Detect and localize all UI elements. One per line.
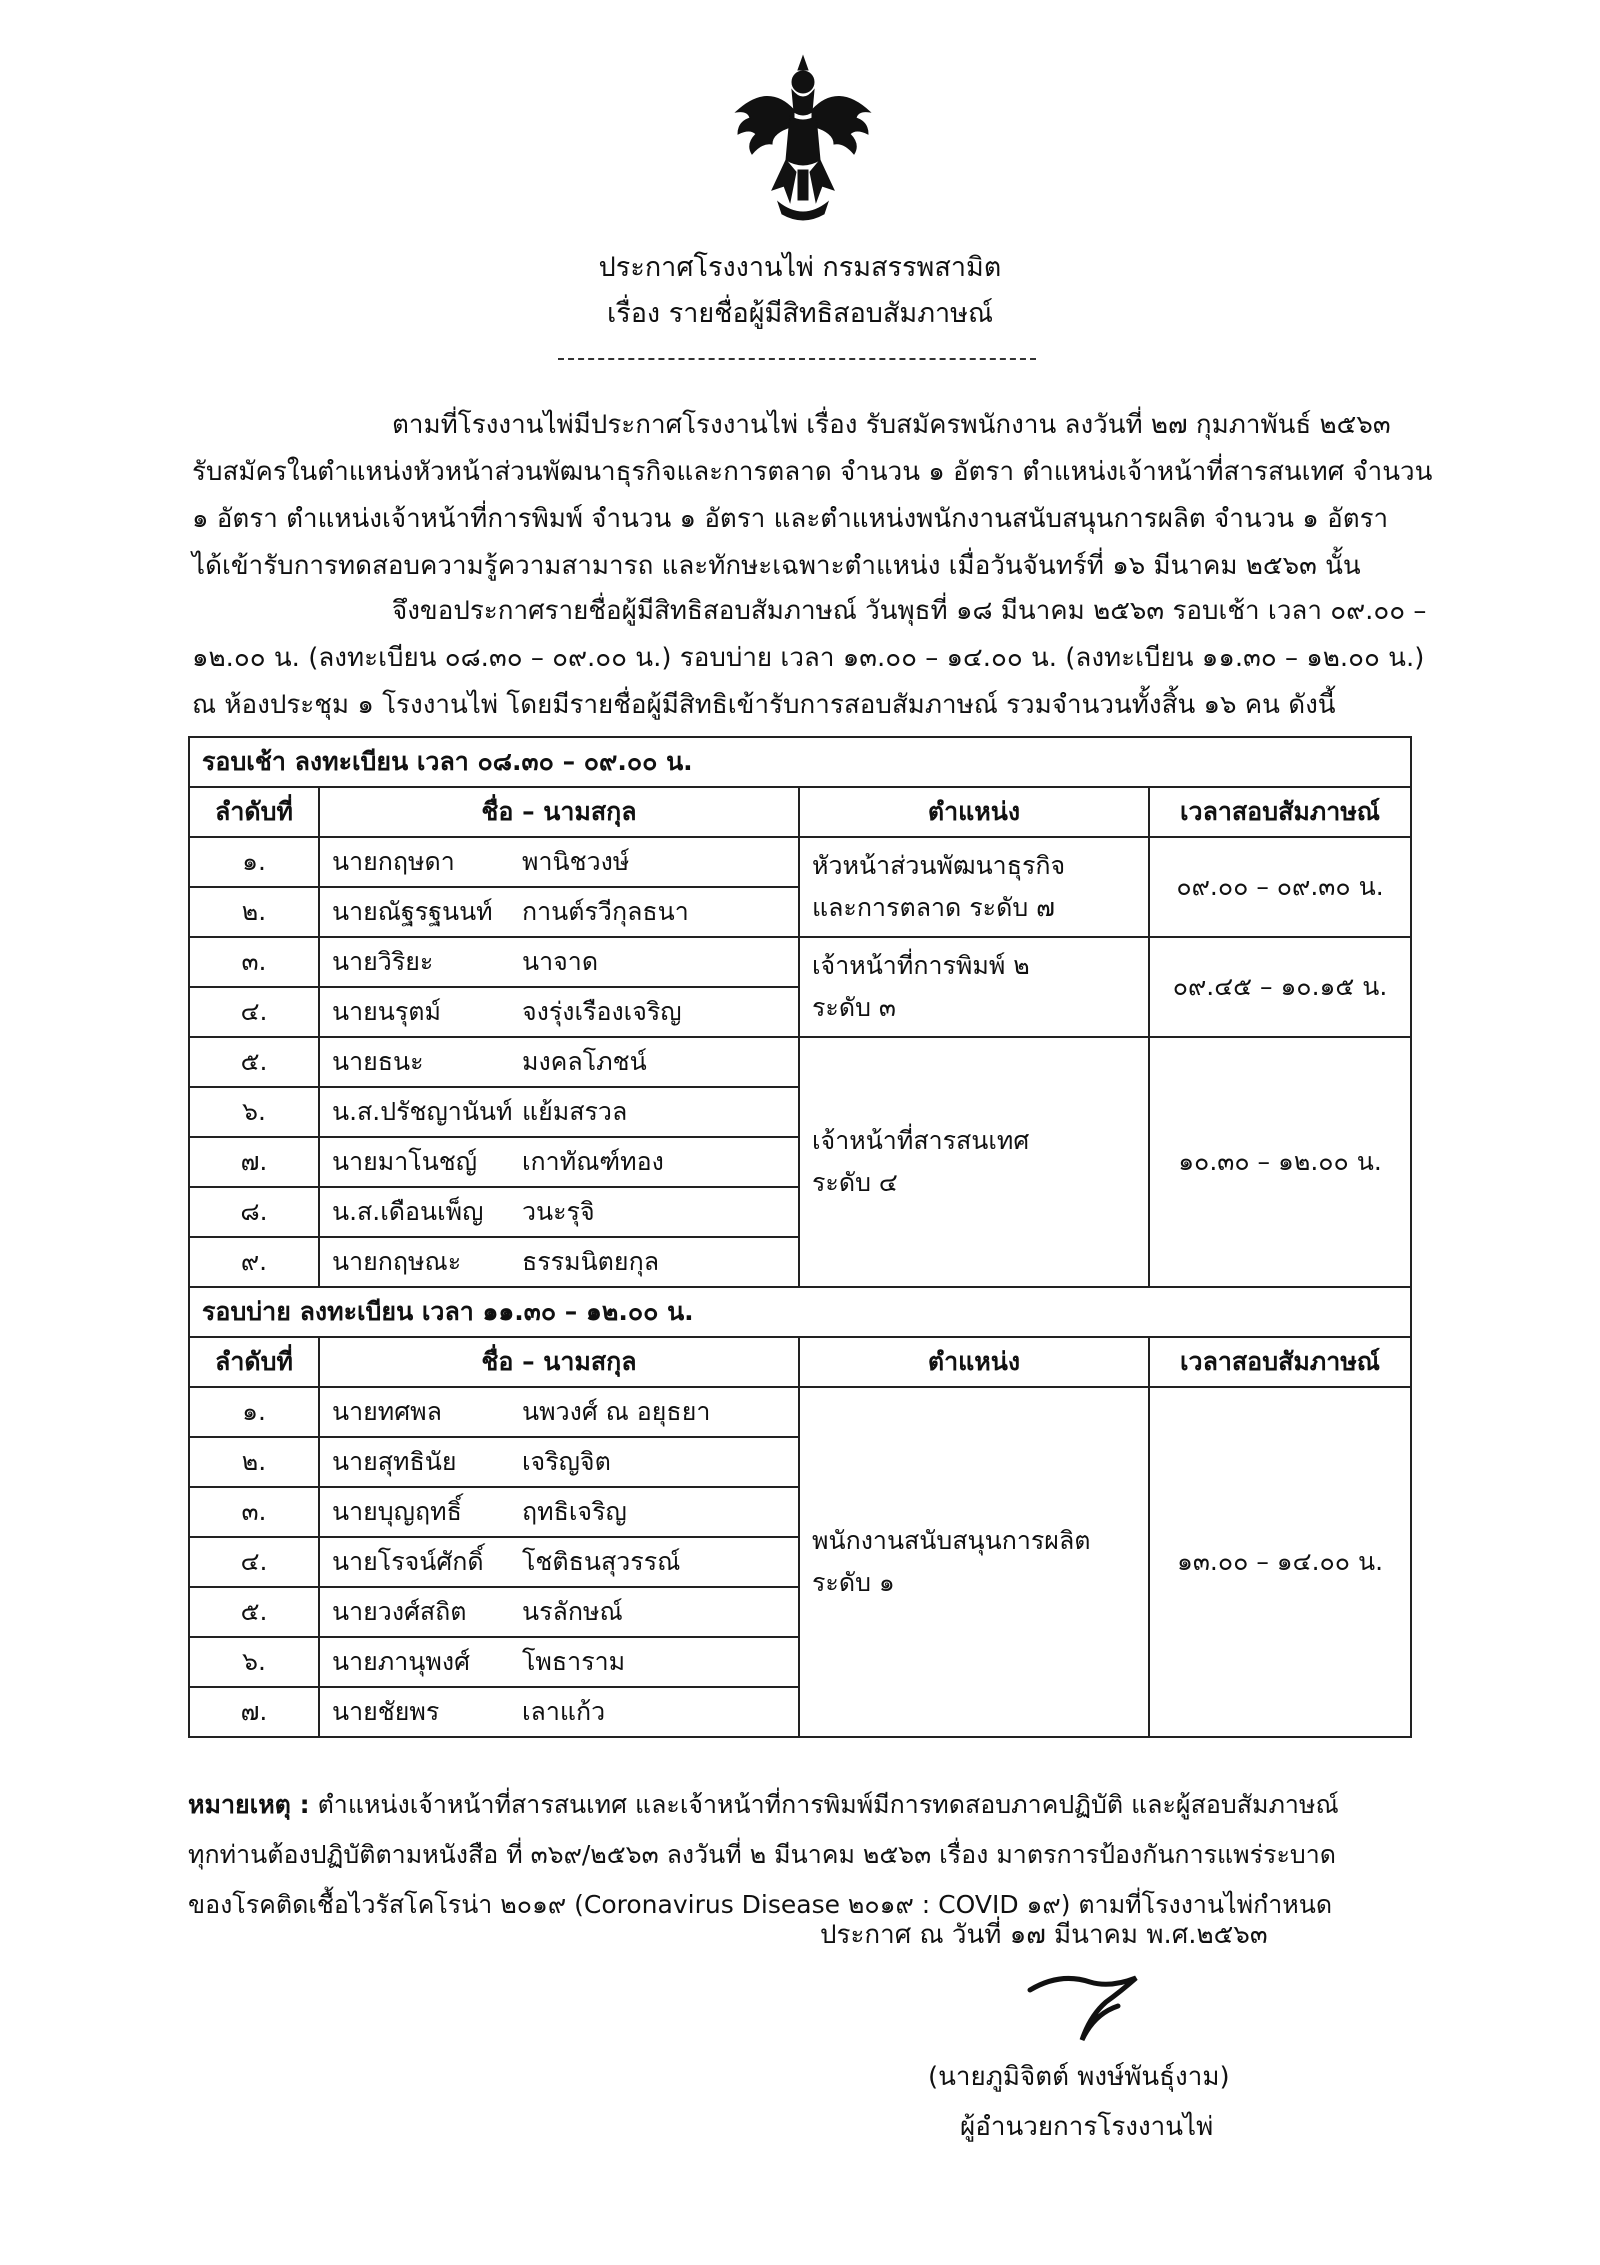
row-no: ๒. (189, 1437, 319, 1487)
announcement-line: ณ ห้องประชุม ๑ โรงงานไพ่ โดยมีรายชื่อผู้มีสิทธิเข้ารับการสอบสัมภาษณ์ รวมจำนวนทั้งสิ้น ๑๖ คน ดังนี้ (192, 690, 1336, 720)
section-heading-row (189, 1287, 1411, 1337)
row-no: ๔. (189, 1537, 319, 1587)
position-line: หัวหน้าส่วนพัฒนาธุรกิจ (812, 851, 1066, 880)
first-name: นายวงศ์สถิต (332, 1597, 467, 1626)
note-line: ทุกท่านต้องปฏิบัติตามหนังสือ ที่ ๓๖๙/๒๕๖๓ ลงวันที่ ๒ มีนาคม ๒๕๖๓ เรื่อง มาตรการป้องกันการแพร่ระบาด (188, 1840, 1337, 1869)
garuda-emblem-icon (728, 52, 878, 227)
note-text: ตำแหน่งเจ้าหน้าที่สารสนเทศ และเจ้าหน้าที่การพิมพ์มีการทดสอบภาคปฏิบัติ และผู้สอบสัมภาษณ์ (317, 1790, 1339, 1819)
table-row (189, 937, 1411, 987)
intro-line: ตามที่โรงงานไพ่มีประกาศโรงงานไพ่ เรื่อง รับสมัครพนักงาน ลงวันที่ ๒๗ กุมภาพันธ์ ๒๕๖๓ (392, 410, 1391, 440)
row-name (319, 1087, 799, 1137)
first-name: นายนรุตม์ (332, 997, 442, 1026)
table-header-row (189, 787, 1411, 837)
note-line (188, 1780, 1428, 1830)
signer-name: (นายภูมิจิตต์ พงษ์พันธุ์งาม) (928, 2062, 1230, 2092)
row-name (319, 987, 799, 1037)
first-name: นายณัฐรฐนนท์ (332, 897, 493, 926)
position-line: ระดับ ๔ (812, 1168, 898, 1197)
row-no: ๑. (189, 1387, 319, 1437)
last-name: แย้มสรวล (522, 1097, 628, 1126)
intro-paragraph (192, 402, 1433, 590)
col-no-header: ลำดับที่ (189, 787, 319, 837)
first-name: นายโรจน์ศักดิ์ (332, 1547, 484, 1576)
last-name: จงรุ่งเรืองเจริญ (522, 997, 682, 1026)
last-name: เลาแก้ว (522, 1697, 606, 1726)
section-heading-row (189, 737, 1411, 787)
row-no: ๗. (189, 1687, 319, 1737)
first-name: นายมาโนชญ์ (332, 1147, 478, 1176)
row-no: ๖. (189, 1087, 319, 1137)
last-name: โพธาราม (522, 1647, 626, 1676)
table-row (189, 837, 1411, 887)
row-name (319, 1137, 799, 1187)
row-no: ๓. (189, 1487, 319, 1537)
signer-title: ผู้อำนวยการโรงงานไพ่ (960, 2112, 1214, 2142)
row-position (799, 937, 1149, 1037)
announcement-paragraph (192, 588, 1427, 729)
row-name (319, 1037, 799, 1087)
position-line: ระดับ ๓ (812, 993, 896, 1022)
col-time-header: เวลาสอบสัมภาษณ์ (1149, 1337, 1411, 1387)
row-no: ๓. (189, 937, 319, 987)
position-line: เจ้าหน้าที่การพิมพ์ ๒ (812, 951, 1030, 980)
last-name: เจริญจิต (522, 1447, 611, 1476)
first-name: นายบุญฤทธิ์ (332, 1497, 462, 1526)
position-line: พนักงานสนับสนุนการผลิต (812, 1526, 1091, 1555)
row-no: ๘. (189, 1187, 319, 1237)
intro-line: ได้เข้ารับการทดสอบความรู้ความสามารถ และทักษะเฉพาะตำแหน่ง เมื่อวันจันทร์ที่ ๑๖ มีนาคม ๒๕๖๓ นั้น (192, 551, 1361, 581)
row-no: ๒. (189, 887, 319, 937)
col-time-header: เวลาสอบสัมภาษณ์ (1149, 787, 1411, 837)
announce-date: ประกาศ ณ วันที่ ๑๗ มีนาคม พ.ศ.๒๕๖๓ (820, 1920, 1268, 1950)
row-name (319, 1487, 799, 1537)
last-name: นพวงศ์ ณ อยุธยา (522, 1397, 711, 1426)
row-position (799, 1387, 1149, 1737)
afternoon-heading: รอบบ่าย ลงทะเบียน เวลา ๑๑.๓๐ – ๑๒.๐๐ น. (189, 1287, 1411, 1337)
last-name: นรลักษณ์ (522, 1597, 623, 1626)
document-title: ประกาศโรงงานไพ่ กรมสรรพสามิต (598, 252, 1002, 283)
row-name (319, 1437, 799, 1487)
document-subject: เรื่อง รายชื่อผู้มีสิทธิสอบสัมภาษณ์ (606, 298, 994, 329)
morning-heading: รอบเช้า ลงทะเบียน เวลา ๐๘.๓๐ – ๐๙.๐๐ น. (189, 737, 1411, 787)
row-no: ๗. (189, 1137, 319, 1187)
first-name: นายภานุพงศ์ (332, 1647, 470, 1676)
last-name: โชติธนสุวรรณ์ (522, 1547, 681, 1576)
last-name: มงคลโภชน์ (522, 1047, 647, 1076)
remarks-note (188, 1780, 1428, 1930)
row-time: ๐๙.๐๐ – ๐๙.๓๐ น. (1149, 837, 1411, 937)
last-name: เกาทัณฑ์ทอง (522, 1147, 664, 1176)
first-name: นายกฤษณะ (332, 1247, 462, 1276)
col-name-header: ชื่อ – นามสกุล (319, 787, 799, 837)
row-no: ๑. (189, 837, 319, 887)
col-name-header: ชื่อ – นามสกุล (319, 1337, 799, 1387)
row-name (319, 1687, 799, 1737)
row-name (319, 1237, 799, 1287)
row-name (319, 1537, 799, 1587)
note-line: ของโรคติดเชื้อไวรัสโคโรน่า ๒๐๑๙ (Coronavirus Disease ๒๐๑๙ : COVID ๑๙) ตามที่โรงงานไพ่กำหนด (188, 1890, 1333, 1919)
col-position-header: ตำแหน่ง (799, 1337, 1149, 1387)
interview-schedule-table (188, 736, 1412, 1738)
row-position (799, 1037, 1149, 1287)
last-name: ฤทธิเจริญ (522, 1497, 627, 1526)
row-no: ๔. (189, 987, 319, 1037)
intro-line: รับสมัครในตำแหน่งหัวหน้าส่วนพัฒนาธุรกิจและการตลาด จำนวน ๑ อัตรา ตำแหน่งเจ้าหน้าที่สารสนเทศ จำนวน (192, 457, 1433, 487)
row-name (319, 1637, 799, 1687)
row-time: ๐๙.๔๕ – ๑๐.๑๕ น. (1149, 937, 1411, 1037)
row-name (319, 1187, 799, 1237)
row-name (319, 1387, 799, 1437)
first-name: นายธนะ (332, 1047, 424, 1076)
col-position-header: ตำแหน่ง (799, 787, 1149, 837)
intro-line: ๑ อัตรา ตำแหน่งเจ้าหน้าที่การพิมพ์ จำนวน ๑ อัตรา และตำแหน่งพนักงานสนับสนุนการผลิต จำนวน ๑ อัตรา (192, 504, 1389, 534)
announcement-line: จึงขอประกาศรายชื่อผู้มีสิทธิสอบสัมภาษณ์ วันพุธที่ ๑๘ มีนาคม ๒๕๖๓ รอบเช้า เวลา ๐๙.๐๐ – (392, 596, 1427, 626)
last-name: พานิชวงษ์ (522, 847, 630, 876)
col-no-header: ลำดับที่ (189, 1337, 319, 1387)
row-position (799, 837, 1149, 937)
first-name: น.ส.เดือนเพ็ญ (332, 1197, 484, 1226)
row-no: ๕. (189, 1037, 319, 1087)
row-no: ๙. (189, 1237, 319, 1287)
last-name: นาจาด (522, 947, 599, 976)
row-time: ๑๓.๐๐ – ๑๔.๐๐ น. (1149, 1387, 1411, 1737)
table-row (189, 1037, 1411, 1087)
last-name: วนะรุจิ (522, 1197, 595, 1226)
first-name: นายสุทธินัย (332, 1447, 457, 1476)
row-name (319, 937, 799, 987)
first-name: นายวิริยะ (332, 947, 434, 976)
row-name (319, 887, 799, 937)
row-no: ๕. (189, 1587, 319, 1637)
row-name (319, 1587, 799, 1637)
position-line: ระดับ ๑ (812, 1568, 895, 1597)
note-label: หมายเหตุ : (188, 1790, 310, 1819)
row-time: ๑๐.๓๐ – ๑๒.๐๐ น. (1149, 1037, 1411, 1287)
position-line: เจ้าหน้าที่สารสนเทศ (812, 1126, 1030, 1155)
last-name: กานต์รวีกุลธนา (522, 897, 689, 926)
table-row (189, 1387, 1411, 1437)
row-no: ๖. (189, 1637, 319, 1687)
first-name: นายกฤษดา (332, 847, 455, 876)
first-name: นายชัยพร (332, 1697, 440, 1726)
position-line: และการตลาด ระดับ ๗ (812, 893, 1055, 922)
title-divider (558, 358, 1036, 360)
first-name: นายทศพล (332, 1397, 442, 1426)
announcement-line: ๑๒.๐๐ น. (ลงทะเบียน ๐๘.๓๐ – ๐๙.๐๐ น.) รอบบ่าย เวลา ๑๓.๐๐ – ๑๔.๐๐ น. (ลงทะเบียน ๑๑.๓๐ – ๑๒.๐๐ น.) (192, 643, 1425, 673)
handwritten-signature-icon (1020, 1968, 1150, 2050)
row-name (319, 837, 799, 887)
last-name: ธรรมนิตยกุล (522, 1247, 660, 1276)
table-header-row (189, 1337, 1411, 1387)
first-name: น.ส.ปรัชญานันท์ (332, 1097, 513, 1126)
